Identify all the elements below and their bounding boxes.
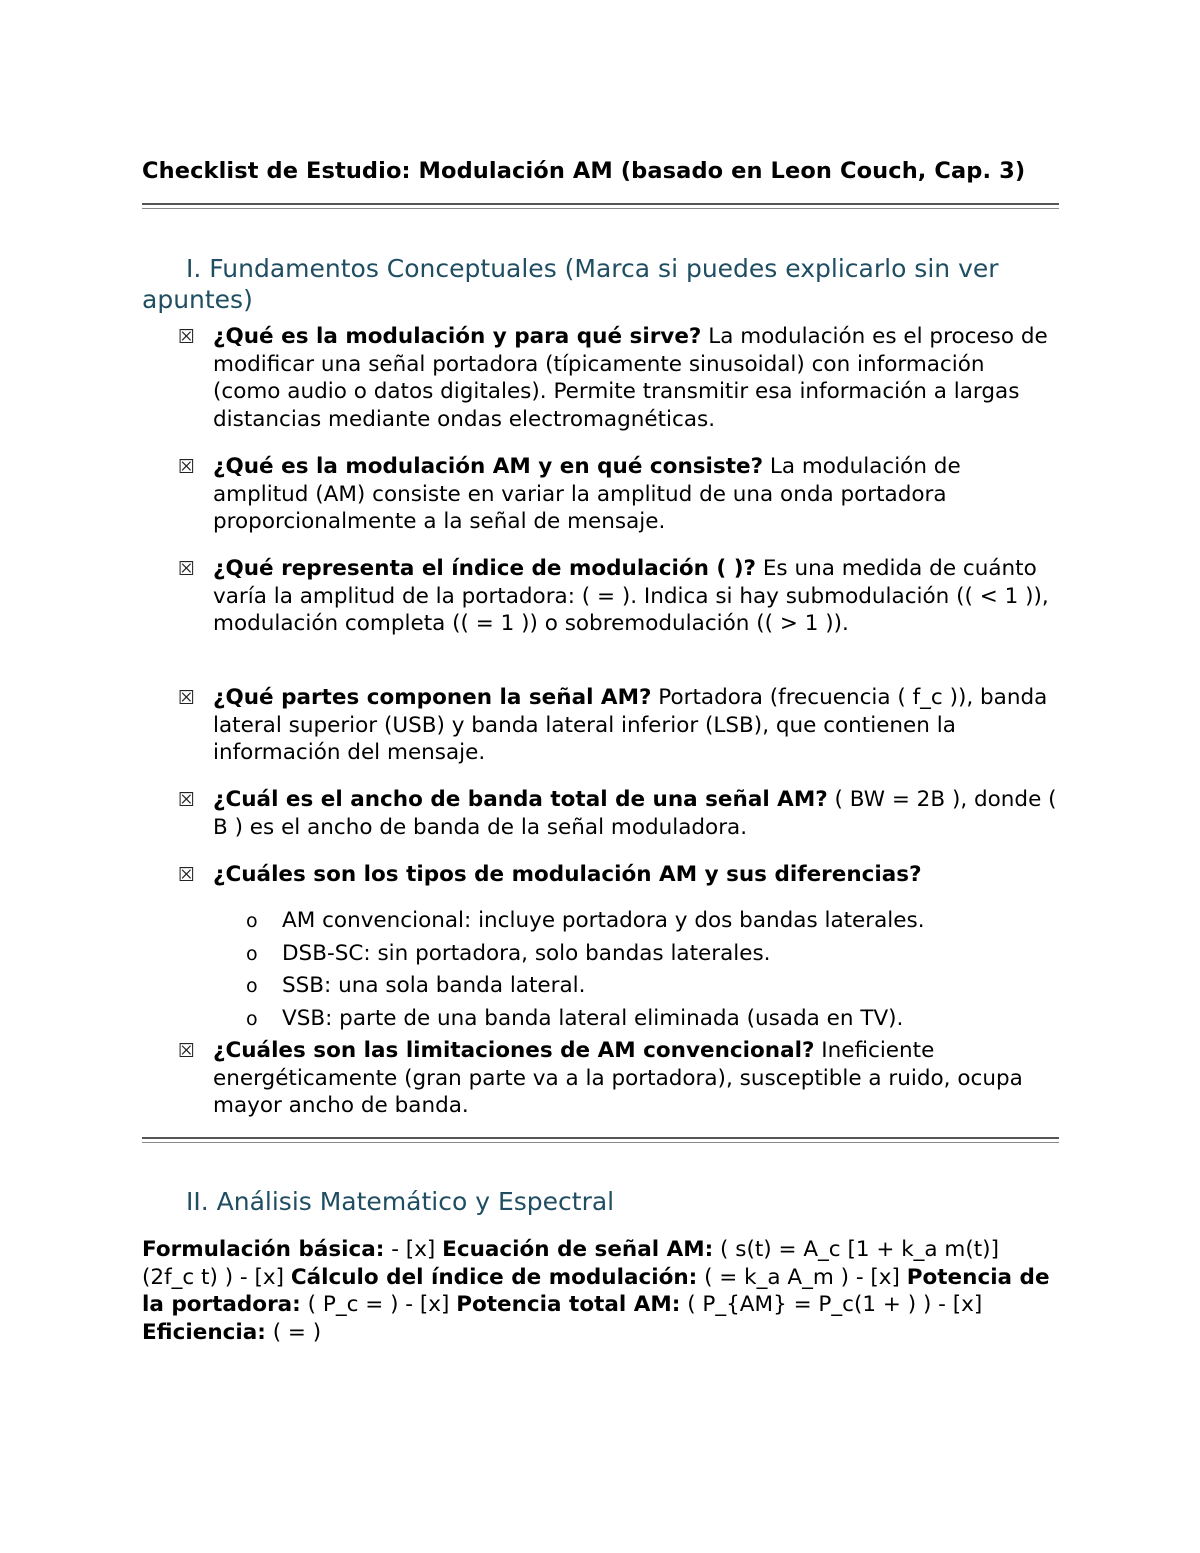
checked-box-icon[interactable]: ☒ (178, 456, 196, 478)
answer-text: La modulación es el proceso de modificar una señal portadora (típicamente sinusoidal) con información (como audio o datos digitales). Permite transmitir esa información a largas distancias mediante ondas electromagnéticas. (213, 324, 1048, 432)
formula-text: ( P_c = ) - [x] (300, 1292, 457, 1317)
checklist-item (178, 786, 1058, 841)
formula-text: ( P_{AM} = P_c(1 + ) ) - [x] (680, 1292, 983, 1317)
question-text: ¿Qué es la modulación AM y en qué consiste? (213, 454, 764, 479)
list-item (246, 940, 771, 969)
formula-label: Potencia de la portadora: (142, 1264, 1050, 1317)
formula-text: ( = ) (265, 1319, 322, 1345)
formula-label: Cálculo del índice de modulación: (290, 1264, 698, 1290)
hollow-bullet-icon: o (246, 975, 258, 997)
list-item-text: VSB: parte de una banda lateral eliminada (usada en TV). (282, 1006, 904, 1031)
section-2-heading: II. Análisis Matemático y Espectral (186, 1187, 615, 1216)
list-item (246, 1005, 903, 1034)
formula-label: Ecuación de señal AM: (442, 1237, 714, 1262)
answer-text: La modulación de amplitud (AM) consiste en variar la amplitud de una onda portadora proporcionalmente a la señal de mensaje. (213, 454, 961, 534)
divider (142, 203, 1059, 209)
question-text: ¿Qué representa el índice de modulación ( )? (213, 556, 757, 581)
checklist-item (178, 861, 1058, 889)
answer-text: Portadora (frecuencia ( f_c )), banda lateral superior (USB) y banda lateral inferior (LSB), que contienen la información del mensaje. (213, 685, 1048, 765)
document-title: Checklist de Estudio: Modulación AM (basado en Leon Couch, Cap. 3) (142, 158, 1026, 184)
list-item-text: AM convencional: incluye portadora y dos bandas laterales. (282, 908, 925, 933)
checklist-item (178, 453, 1058, 536)
question-text: ¿Cuáles son los tipos de modulación AM y sus diferencias? (213, 862, 922, 887)
answer-text: Es una medida de cuánto varía la amplitud de la portadora: ( = ). Indica si hay submodulación (( < 1 )), modulación completa (( = 1 )) o sobremodulación (( > 1 )). (213, 556, 1049, 636)
divider (142, 1137, 1059, 1143)
section-1-heading: I. Fundamentos Conceptuales (Marca si puedes explicarlo sin ver apuntes) (142, 254, 999, 314)
checked-box-icon[interactable]: ☒ (178, 558, 196, 580)
list-item-text: SSB: una sola banda lateral. (282, 973, 586, 998)
formula-text: ( s(t) = A_c [1 + k_a m(t)] (2f_c t) ) - [x] (142, 1237, 999, 1290)
checklist-item (178, 323, 1058, 433)
answer-text: Ineficiente energéticamente (gran parte va a la portadora), susceptible a ruido, ocupa mayor ancho de banda. (213, 1038, 1023, 1118)
hollow-bullet-icon: o (246, 1008, 258, 1030)
list-item (246, 907, 925, 936)
checked-box-icon[interactable]: ☒ (178, 789, 196, 811)
question-text: ¿Cuáles son las limitaciones de AM convencional? (213, 1038, 815, 1063)
checklist-item (178, 555, 1058, 638)
formula-label: Eficiencia: (142, 1319, 266, 1345)
checklist-item (178, 684, 1058, 767)
formula-text: - [x] (384, 1237, 443, 1262)
checked-box-icon[interactable]: ☒ (178, 687, 196, 709)
answer-text: ( BW = 2B ), donde ( B ) es el ancho de banda de la señal moduladora. (213, 787, 1057, 840)
question-text: ¿Qué es la modulación y para qué sirve? (213, 324, 702, 349)
question-text: ¿Cuál es el ancho de banda total de una señal AM? (213, 787, 828, 812)
list-item-text: DSB-SC: sin portadora, solo bandas laterales. (282, 941, 771, 966)
formula-label: Potencia total AM: (456, 1292, 681, 1317)
formula-label: Formulación básica: (142, 1237, 385, 1262)
list-item (246, 972, 585, 1001)
formula-text: ( = k_a A_m ) - [x] (697, 1264, 907, 1290)
checklist-item (178, 1037, 1058, 1120)
hollow-bullet-icon: o (246, 910, 258, 932)
question-text: ¿Qué partes componen la señal AM? (213, 685, 652, 710)
formula-paragraph (142, 1236, 1052, 1346)
checked-box-icon[interactable]: ☒ (178, 864, 196, 886)
checked-box-icon[interactable]: ☒ (178, 326, 196, 348)
checked-box-icon[interactable]: ☒ (178, 1040, 196, 1062)
hollow-bullet-icon: o (246, 943, 258, 965)
